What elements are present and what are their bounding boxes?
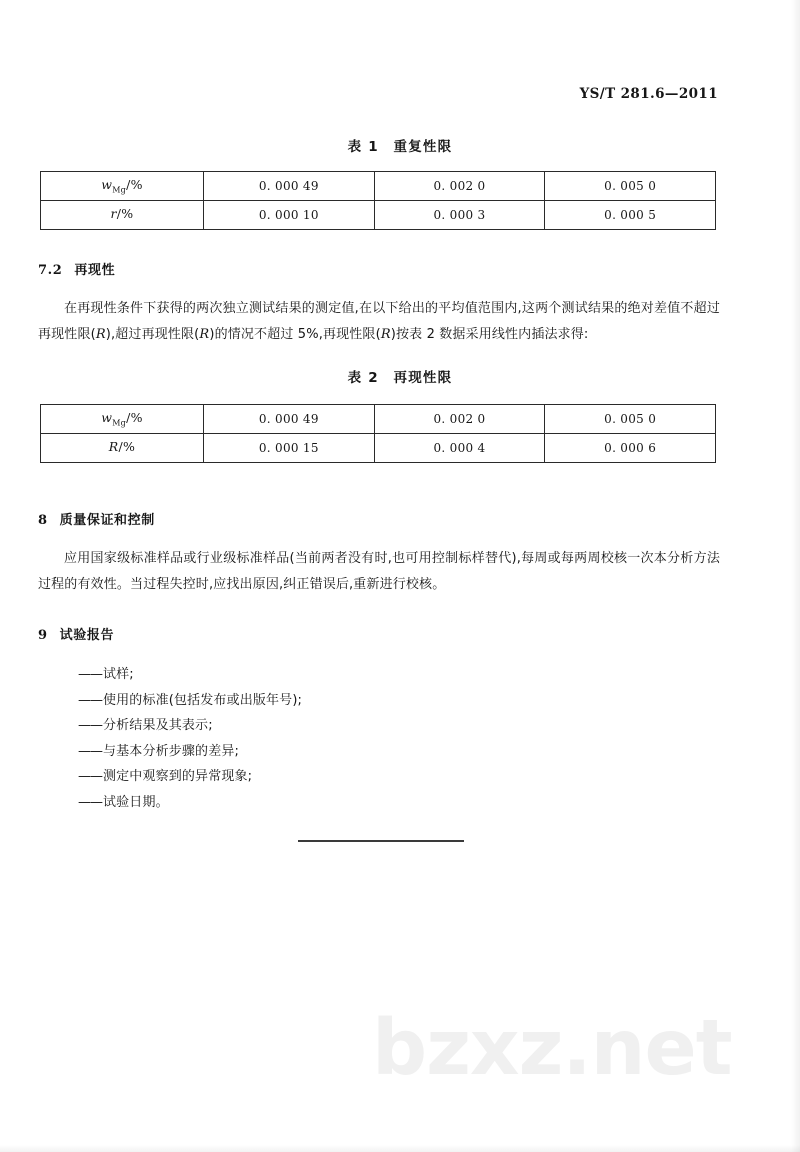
para-text-fragment: 在再现性条件下获得的两次独立测试结果的测定值,在以下给出的平均值范围内,这两个测试结果的绝对差值不超过再现性限( [38, 301, 720, 342]
footer-separator-rule [298, 840, 464, 842]
list-item-label: 使用的标准(包括发布或出版年号); [103, 692, 303, 708]
dash-prefix: —— [78, 794, 102, 810]
table-1-cell-0-1: 0. 002 0 [374, 172, 545, 201]
table-row [41, 405, 716, 434]
repeatability-limit-table [40, 171, 716, 230]
dash-prefix: —— [78, 769, 102, 784]
dash-prefix: —— [78, 718, 102, 733]
list-item [78, 713, 698, 739]
table-2-cell-0-1: 0. 002 0 [374, 405, 545, 434]
dash-prefix: —— [78, 692, 102, 708]
list-item [78, 764, 698, 790]
dash-prefix: —— [78, 743, 102, 759]
quality-control-paragraph: 应用国家级标准样品或行业级标准样品(当前两者没有时,也可用控制标样替代),每周或每两周校核一次本分析方法过程的有效性。当过程失控时,应找出原因,纠正错误后,重新进行校核。 [38, 551, 720, 592]
list-item [78, 662, 698, 688]
standard-header: YS/T 281.6—2011 [579, 86, 718, 102]
section-title: 试验报告 [59, 628, 115, 643]
list-item [78, 688, 698, 714]
table-2-cell-1-2: 0. 000 6 [545, 434, 716, 463]
table-1-cell-1-0: 0. 000 10 [204, 201, 375, 230]
table-2-row-0-label: $w_{Mg}/\%$ [41, 405, 204, 434]
section-heading-8 [38, 509, 155, 528]
section-number: 9 [38, 628, 48, 643]
table-1-cell-0-0: 0. 000 49 [204, 172, 375, 201]
reproducibility-paragraph [38, 296, 720, 347]
symbol-R: R [380, 326, 391, 342]
section-title: 再现性 [74, 263, 116, 278]
para-text-fragment: )的情况不超过 5%,再现性限( [209, 326, 381, 342]
section-number: 8 [38, 513, 48, 528]
table-2-cell-0-0: 0. 000 49 [204, 405, 375, 434]
section-number: 7.2 [38, 263, 63, 278]
table-row [41, 434, 716, 463]
symbol-R: R [95, 326, 106, 342]
table-1-caption: 表 1 重复性限 [347, 139, 453, 155]
para-text-fragment: )按表 2 数据采用线性内插法求得: [390, 326, 589, 342]
list-item [78, 790, 698, 816]
table-1-cell-1-1: 0. 000 3 [374, 201, 545, 230]
list-item-label: 分析结果及其表示; [103, 718, 213, 733]
site-watermark: bzxz.net [372, 1004, 732, 1093]
symbol-R: R [199, 326, 210, 342]
table-1-row-1-label: r/% [41, 201, 204, 230]
section-heading-9 [38, 624, 114, 643]
list-item-label: 与基本分析步骤的差异; [103, 743, 240, 759]
list-item-label: 试样; [103, 667, 134, 682]
list-item-label: 测定中观察到的异常现象; [103, 769, 253, 784]
reproducibility-limit-table [40, 404, 716, 463]
section-heading-7-2 [38, 259, 115, 278]
table-2-row-1-label: R/% [41, 434, 204, 463]
list-item [78, 739, 698, 765]
table-row [41, 172, 716, 201]
table-1-cell-0-2: 0. 005 0 [545, 172, 716, 201]
table-1-cell-1-2: 0. 000 5 [545, 201, 716, 230]
table-2-caption: 表 2 再现性限 [347, 370, 453, 386]
table-row [41, 201, 716, 230]
table-2-cell-1-1: 0. 000 4 [374, 434, 545, 463]
table-1-row-0-label: $w_{Mg}/\%$ [41, 172, 204, 201]
para-text-fragment: ),超过再现性限( [105, 326, 200, 342]
list-item-label: 试验日期。 [103, 794, 169, 810]
section-title: 质量保证和控制 [59, 513, 155, 528]
table-2-cell-0-2: 0. 005 0 [545, 405, 716, 434]
test-report-list [78, 662, 698, 815]
dash-prefix: —— [78, 667, 102, 682]
table-2-cell-1-0: 0. 000 15 [204, 434, 375, 463]
